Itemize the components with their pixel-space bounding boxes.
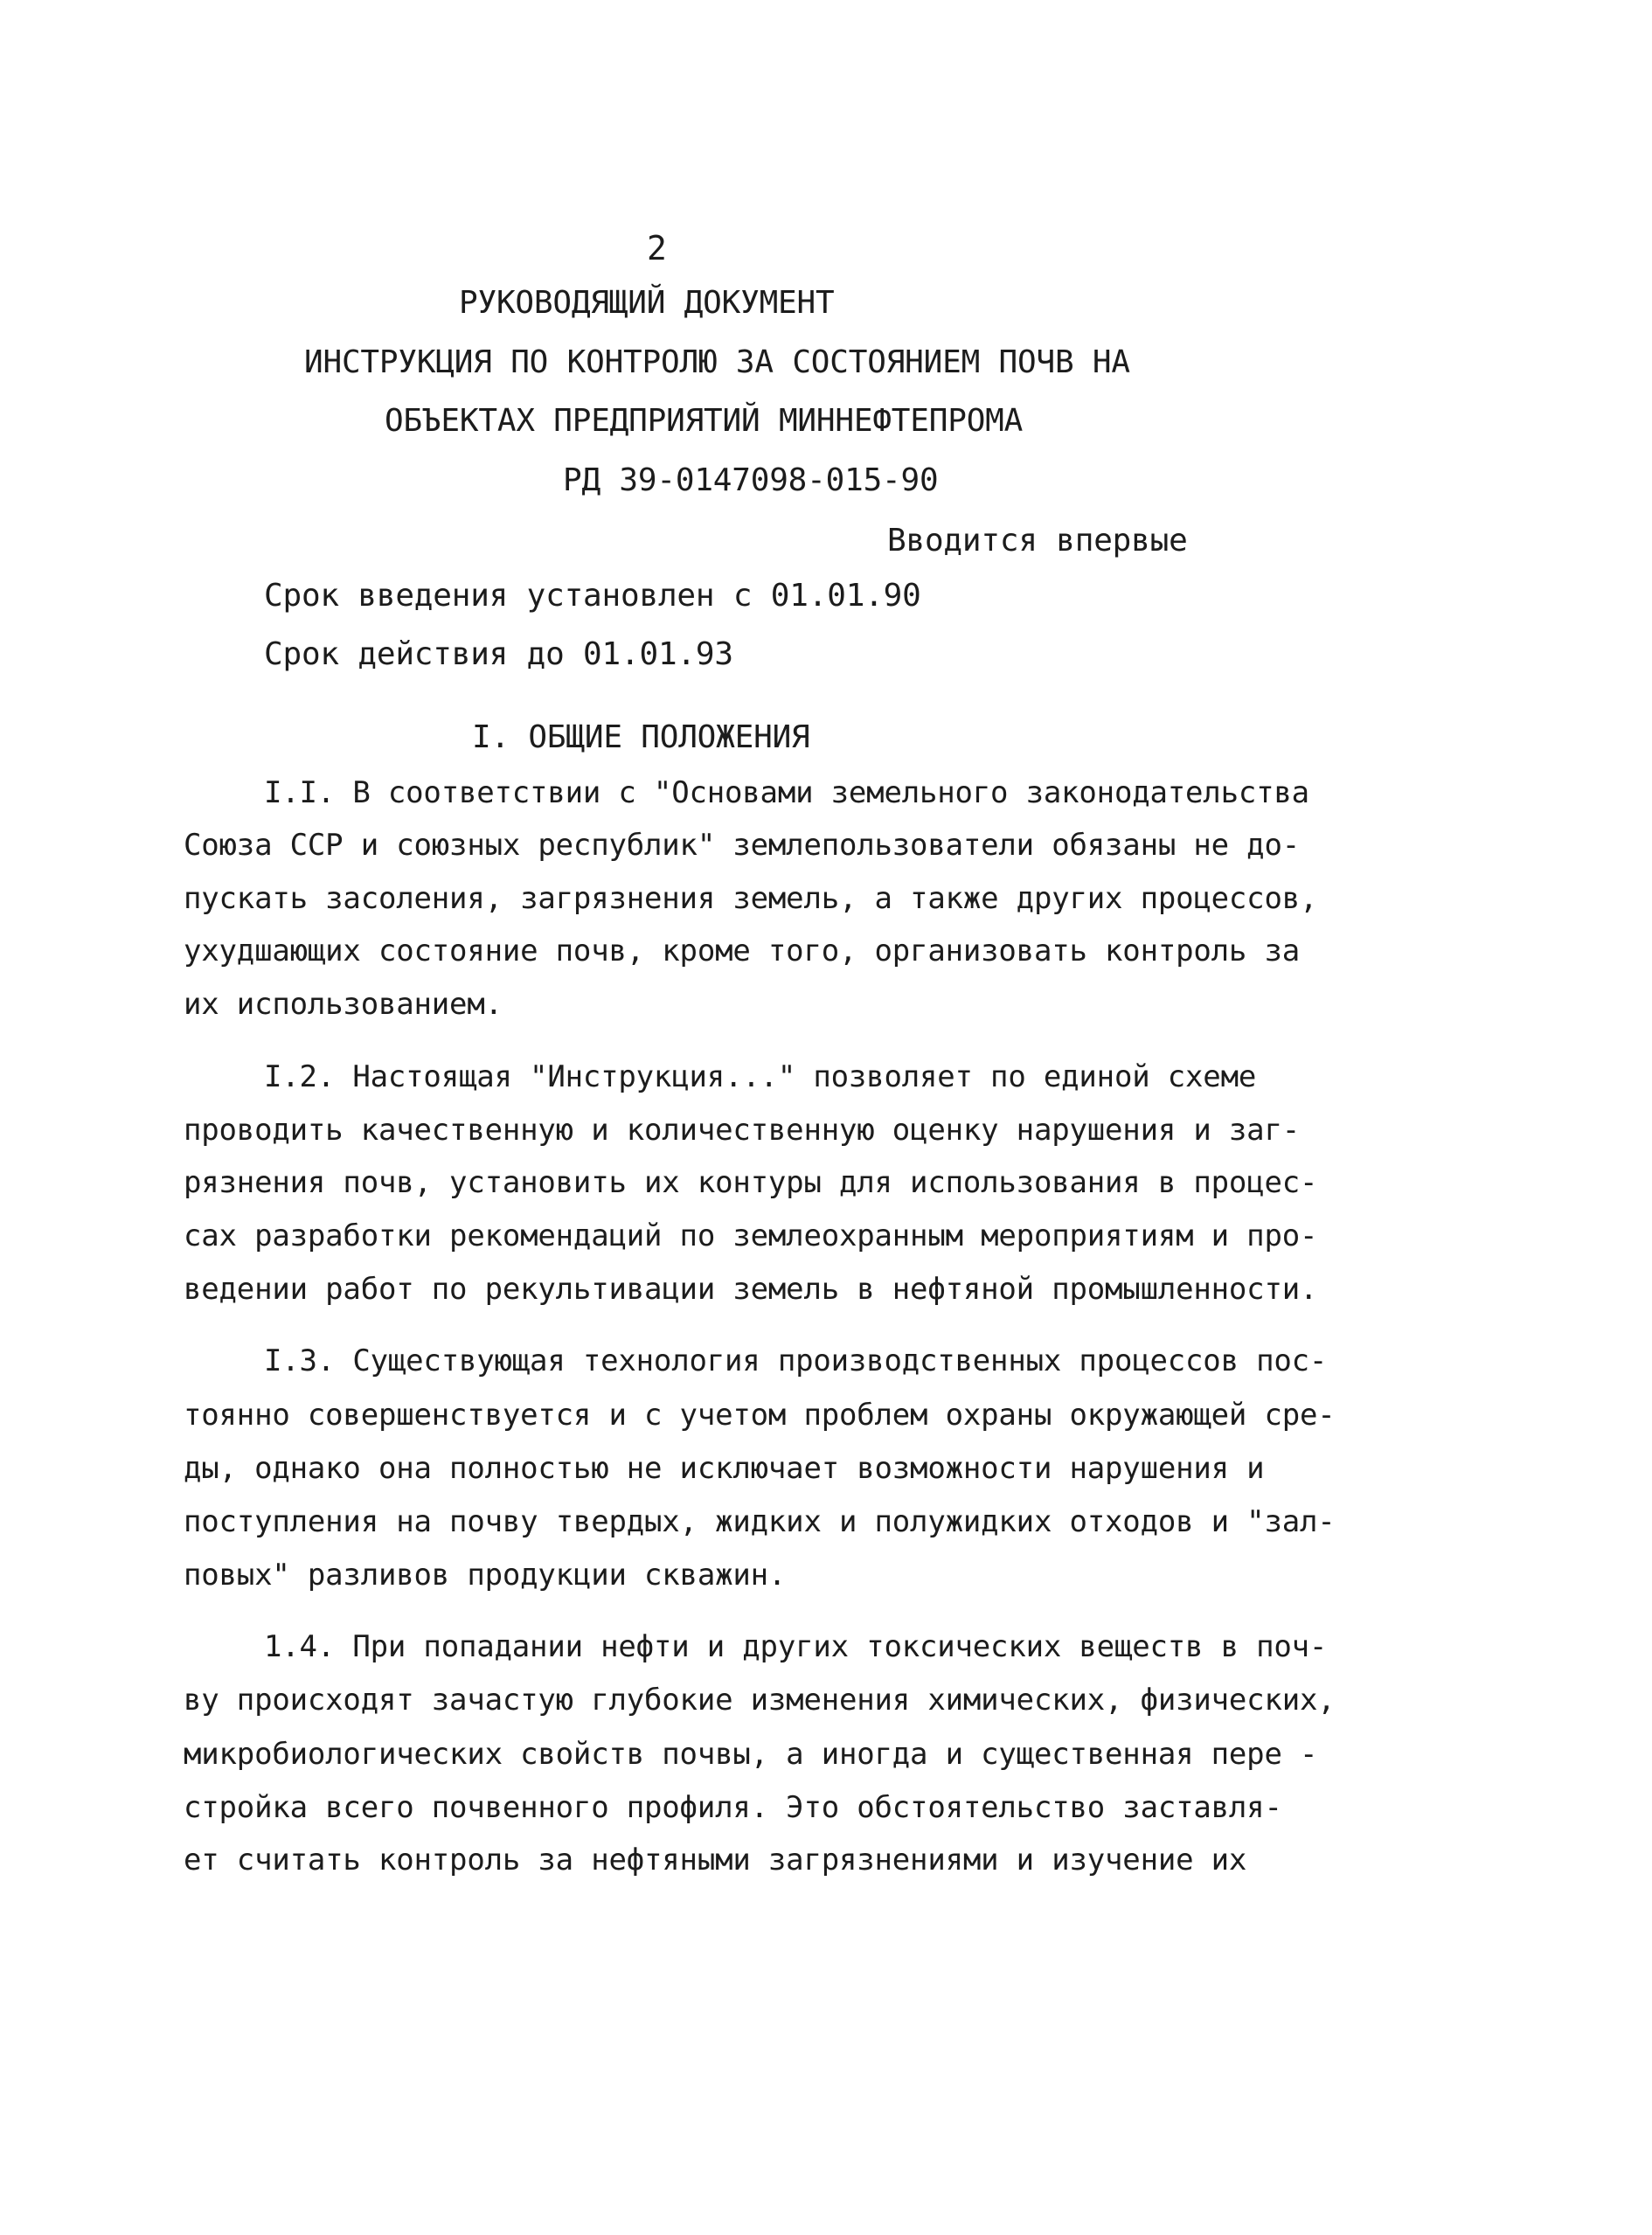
paragraph-2-line-5: ведении работ по рекультивации земель в нефтяной промышленности.	[184, 1272, 1318, 1307]
document-title-line-1: ИНСТРУКЦИЯ ПО КОНТРОЛЮ ЗА СОСТОЯНИЕМ ПОЧВ НА	[304, 344, 1130, 380]
page-number: 2	[647, 229, 667, 267]
paragraph-4-line-2: ву происходят зачастую глубокие изменения химических, физических,	[184, 1683, 1336, 1718]
document-title-line-2: ОБЪЕКТАХ ПРЕДПРИЯТИЙ МИННЕФТЕПРОМА	[385, 403, 1024, 439]
paragraph-3-line-3: ды, однако она полностью не исключает возможности нарушения и	[184, 1451, 1265, 1486]
document-type: РУКОВОДЯЩИЙ ДОКУМЕНТ	[459, 285, 835, 321]
paragraph-2-line-1: I.2. Настоящая "Инструкция..." позволяет по единой схеме	[264, 1059, 1257, 1094]
paragraph-4-line-5: ет считать контроль за нефтяными загрязнениями и изучение их	[184, 1843, 1247, 1878]
document-code: РД 39-0147098-015-90	[563, 462, 939, 498]
paragraph-4-line-3: микробиологических свойств почвы, а иногда и существенная пере -	[184, 1737, 1318, 1772]
paragraph-1-line-3: пускать засоления, загрязнения земель, а также других процессов,	[184, 881, 1318, 916]
paragraph-1-line-4: ухудшающих состояние почв, кроме того, организовать контроль за	[184, 934, 1300, 968]
section-heading: I. ОБЩИЕ ПОЛОЖЕНИЯ	[472, 719, 810, 755]
paragraph-4-line-4: стройка всего почвенного профиля. Это обстоятельство заставля-	[184, 1790, 1282, 1825]
paragraph-1-line-2: Союза ССР и союзных республик" землепользователи обязаны не до-	[184, 828, 1300, 863]
paragraph-1-line-5: их использованием.	[184, 987, 503, 1022]
term-valid-until: Срок действия до 01.01.93	[264, 636, 733, 672]
paragraph-1-line-1: I.I. В соответствии с "Основами земельного законодательства	[264, 775, 1309, 810]
intro-note: Вводится впервые	[887, 523, 1188, 559]
paragraph-3-line-1: I.3. Существующая технология производственных процессов пос-	[264, 1343, 1328, 1378]
term-start: Срок введения установлен с 01.01.90	[264, 578, 921, 614]
paragraph-2-line-4: сах разработки рекомендаций по землеохранным мероприятиям и про-	[184, 1218, 1318, 1253]
paragraph-3-line-2: тоянно совершенствуется и с учетом проблем охраны окружающей сре-	[184, 1398, 1336, 1433]
paragraph-3-line-5: повых" разливов продукции скважин.	[184, 1558, 787, 1593]
paragraph-3-line-4: поступления на почву твердых, жидких и полужидких отходов и "зал-	[184, 1504, 1336, 1539]
paragraph-2-line-2: проводить качественную и количественную оценку нарушения и заг-	[184, 1113, 1300, 1148]
paragraph-4-line-1: 1.4. При попадании нефти и других токсических веществ в поч-	[264, 1629, 1328, 1664]
paragraph-2-line-3: рязнения почв, установить их контуры для использования в процес-	[184, 1165, 1318, 1200]
